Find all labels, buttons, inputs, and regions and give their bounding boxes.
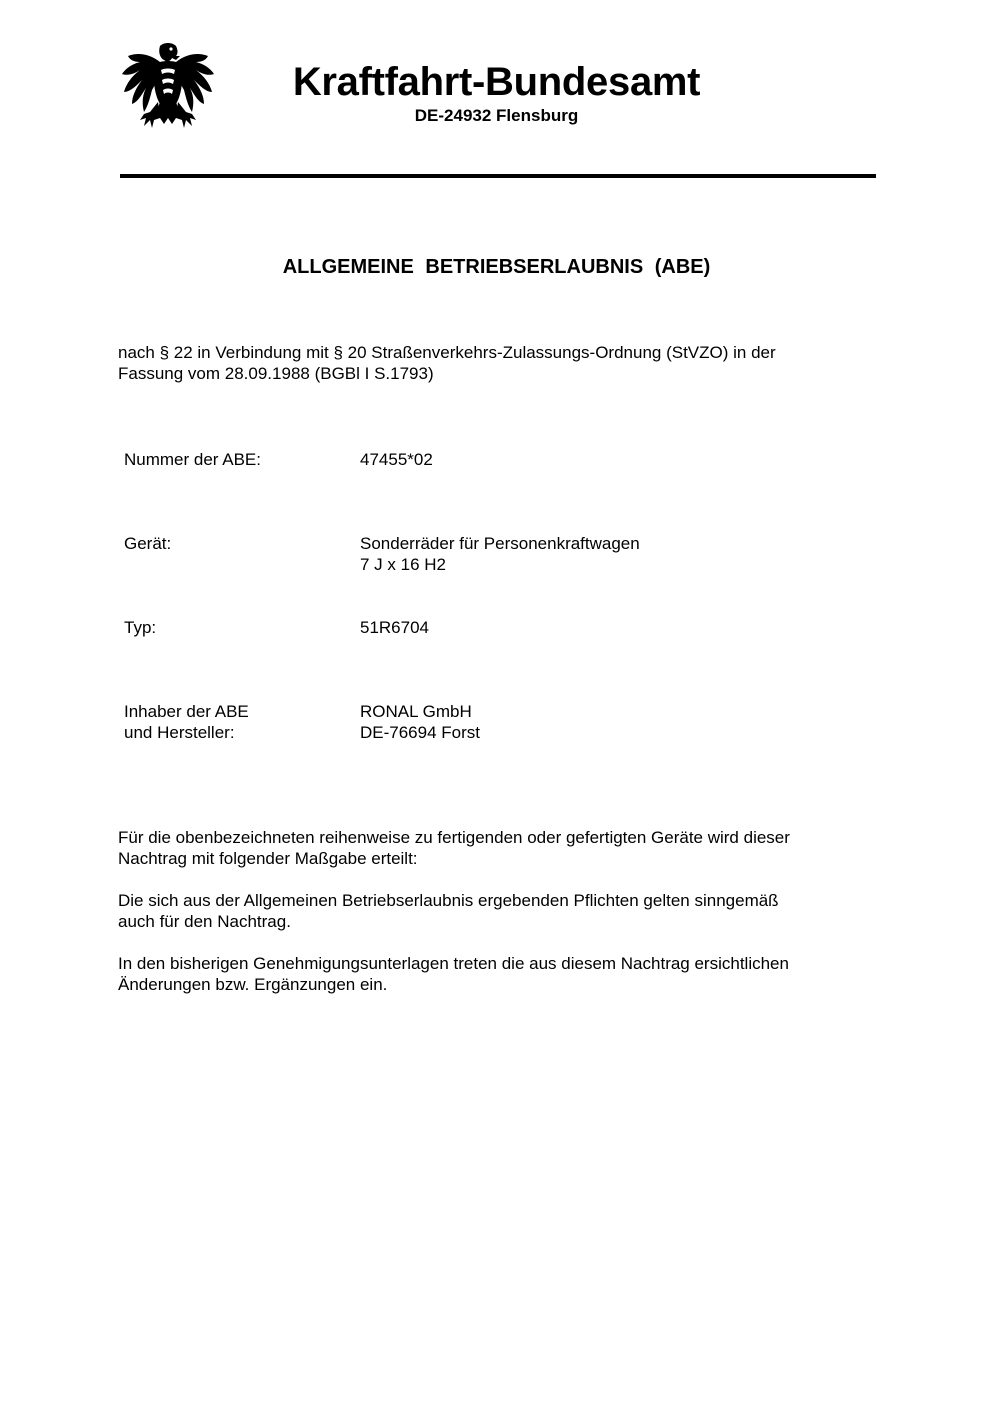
- type-value: 51R6704: [360, 618, 430, 637]
- paragraph-1: [118, 827, 858, 869]
- type-label: Typ:: [124, 618, 157, 637]
- holder-label-line-1: Inhaber der ABE: [124, 702, 249, 721]
- legal-basis-paragraph: [118, 342, 858, 384]
- paragraph-1-line-2: Nachtrag mit folgender Maßgabe erteilt:: [118, 849, 418, 868]
- holder-value: [360, 701, 860, 743]
- paragraph-2: [118, 890, 858, 932]
- paragraph-3-line-2: Änderungen bzw. Ergänzungen ein.: [118, 975, 388, 994]
- abe-number-label: Nummer der ABE:: [124, 450, 261, 469]
- holder-label: [124, 701, 344, 743]
- document-title: ALLGEMEINE BETRIEBSERLAUBNIS (ABE): [282, 256, 711, 278]
- device-value: [360, 533, 860, 575]
- agency-address: DE-24932 Flensburg: [414, 106, 579, 125]
- paragraph-2-line-2: auch für den Nachtrag.: [118, 912, 291, 931]
- paragraph-2-line-1: Die sich aus der Allgemeinen Betriebserlaubnis ergebenden Pflichten gelten sinngemäß: [118, 891, 779, 910]
- holder-label-line-2: und Hersteller:: [124, 723, 235, 742]
- device-label: Gerät:: [124, 534, 172, 553]
- holder-value-line-1: RONAL GmbH: [360, 702, 472, 721]
- holder-value-line-2: DE-76694 Forst: [360, 723, 480, 742]
- header-divider: [120, 174, 876, 178]
- device-value-line-2: 7 J x 16 H2: [360, 555, 446, 574]
- device-value-line-1: Sonderräder für Personenkraftwagen: [360, 534, 640, 553]
- paragraph-3-line-1: In den bisherigen Genehmigungsunterlagen treten die aus diesem Nachtrag ersichtlichen: [118, 954, 789, 973]
- abe-number-value: 47455*02: [360, 450, 433, 469]
- paragraph-3: [118, 953, 858, 995]
- legal-basis-line-2: Fassung vom 28.09.1988 (BGBl I S.1793): [118, 364, 434, 383]
- agency-name: Kraftfahrt-Bundesamt: [292, 60, 701, 104]
- paragraph-1-line-1: Für die obenbezeichneten reihenweise zu fertigenden oder gefertigten Geräte wird dieser: [118, 828, 790, 847]
- legal-basis-line-1: nach § 22 in Verbindung mit § 20 Straßenverkehrs-Zulassungs-Ordnung (StVZO) in der: [118, 343, 776, 362]
